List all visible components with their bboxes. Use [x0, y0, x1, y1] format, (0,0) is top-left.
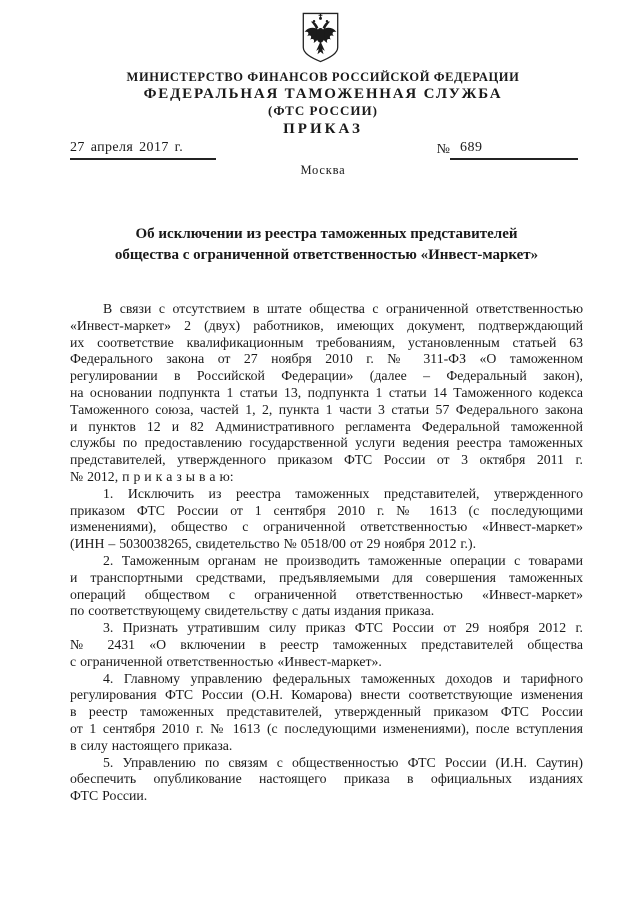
doc-type-heading: ПРИКАЗ — [283, 121, 363, 137]
text-line: и пунктов 12 и 82 Административного регламента Федеральной таможенной — [70, 418, 583, 434]
text-line: В связи с отсутствием в штате общества с ограниченной ответственностью — [103, 301, 583, 316]
text-line: службы по предоставлению государственной услуги ведения реестра таможенных — [70, 435, 583, 451]
text-line: 5. Управлению по связям с общественностью ФТС России (И.Н. Саутин) — [103, 754, 583, 770]
number-value: 689 — [450, 140, 578, 160]
document-body — [70, 301, 583, 805]
text-line: представителей, утвержденного приказом ФТС России от 3 октября 2011 г. — [70, 452, 583, 468]
document-title-line2: общества с ограниченной ответственностью «Инвест-маркет» — [114, 247, 539, 263]
agency-abbr-line: (ФТС РОССИИ) — [268, 103, 378, 118]
text-line: и транспортными средствами, предъявляемыми для совершения таможенных — [70, 569, 583, 585]
text-line: приказом ФТС России от 1 сентября 2010 г. № 1613 (с последующими — [70, 502, 583, 518]
text-line: № 2431 «О включении в реестр таможенных представителей общества — [70, 636, 583, 652]
paragraph-order-item-4 — [70, 671, 583, 755]
paragraph-order-item-2 — [70, 553, 583, 620]
text-line: обеспечить опубликование настоящего приказа в официальных изданиях — [70, 771, 583, 787]
text-line: в силу настоящего приказа. — [70, 737, 233, 753]
date-number-row — [70, 140, 578, 160]
text-line: их соответствие квалификационным требованиям, установленным статьей 63 — [70, 334, 583, 350]
text-line: от 1 сентября 2010 г. № 1613 (с последующими изменениями), после вступления — [70, 720, 583, 736]
russia-coat-of-arms-icon — [299, 12, 342, 63]
paragraph-preamble — [70, 301, 583, 486]
document-title — [70, 224, 583, 266]
ministry-line: МИНИСТЕРСТВО ФИНАНСОВ РОССИЙСКОЙ ФЕДЕРАЦИИ — [126, 70, 520, 84]
number-field — [437, 140, 578, 160]
text-line: в реестр таможенных представителей, утвержденный приказом ФТС России — [70, 704, 583, 720]
text-line: 3. Признать утратившим силу приказ ФТС России от 29 ноября 2012 г. — [103, 620, 583, 636]
text-line: с ограниченной ответственностью «Инвест-маркет». — [70, 653, 382, 669]
text-line: регулировании в Российской Федерации» (далее – Федеральный закон), — [70, 368, 583, 384]
text-line: ФТС России. — [70, 788, 148, 804]
paragraph-order-item-5 — [70, 755, 583, 805]
document-title-line1: Об исключении из реестра таможенных представителей — [135, 226, 518, 242]
date-field: 27 апреля 2017 г. — [70, 140, 216, 160]
text-line: на основании подпункта 1 статьи 13, подпункта 1 статьи 14 Таможенного кодекса — [70, 384, 583, 400]
agency-line: ФЕДЕРАЛЬНАЯ ТАМОЖЕННАЯ СЛУЖБА — [143, 86, 503, 102]
text-line: по соответствующему свидетельству с даты издания приказа. — [70, 603, 435, 619]
text-line: 1. Исключить из реестра таможенных представителей, утвержденного — [103, 485, 583, 501]
number-label: № — [436, 142, 450, 157]
text-line: Таможенного союза, частей 1, 2, пункта 1 части 3 статьи 57 Федерального закона — [70, 401, 583, 417]
text-line: регулирования ФТС России (О.Н. Комарова) внести соответствующие изменения — [70, 687, 583, 703]
text-line: Федерального закона от 27 ноября 2010 г. № 311-ФЗ «О таможенном — [70, 351, 583, 367]
text-line: № 2012, п р и к а з ы в а ю: — [70, 468, 234, 484]
text-line: изменениями), общество с ограниченной ответственностью «Инвест-маркет» — [70, 519, 583, 535]
text-line: 4. Главному управлению федеральных таможенных доходов и тарифного — [103, 670, 583, 686]
text-line: (ИНН – 5030038265, свидетельство № 0518/00 от 29 ноября 2012 г.). — [70, 536, 477, 552]
text-line: операций обществом с ограниченной ответственностью «Инвест-маркет» — [70, 586, 583, 602]
paragraph-order-item-1 — [70, 486, 583, 553]
paragraph-order-item-3 — [70, 620, 583, 670]
text-line: 2. Таможенным органам не производить таможенные операции с товарами — [103, 552, 583, 568]
text-line: «Инвест-маркет» 2 (двух) работников, имеющих документ, подтверждающий — [70, 317, 583, 333]
city-line: Москва — [300, 163, 346, 177]
